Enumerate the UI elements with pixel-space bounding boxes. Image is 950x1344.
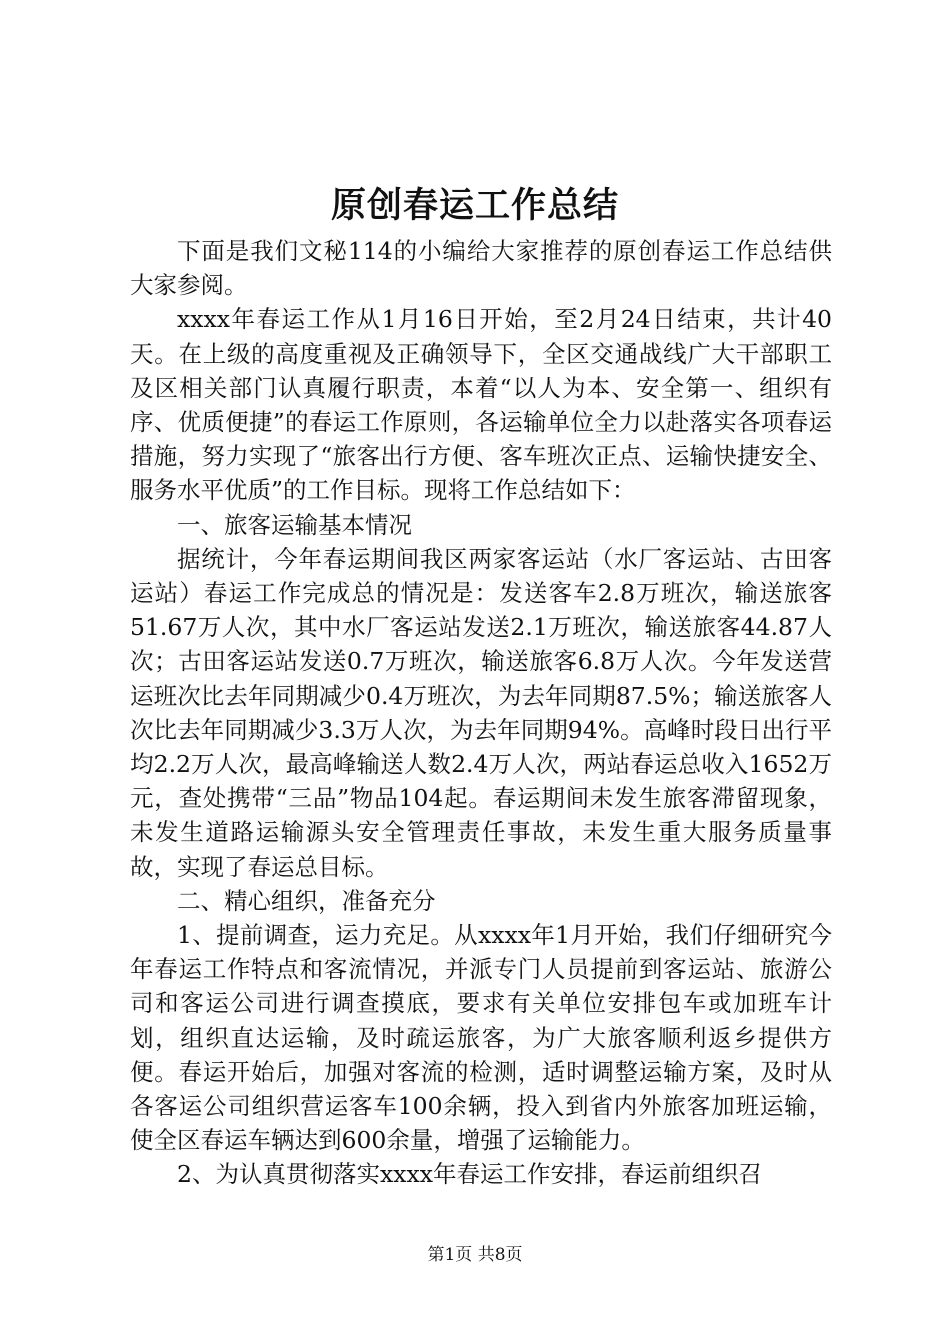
paragraph-overview: xxxx年春运工作从1月16日开始，至2月24日结束，共计40天。在上级的高度重视及正确领导下，全区交通战线广大干部职工及区相关部门认真履行职责，本着“以人为本、安全第一、组织有序、优质便捷”的春运工作原则，各运输单位全力以赴落实各项春运措施，努力实现了“旅客出行方便、客车班次正点、运输快捷安全、服务水平优质”的工作目标。现将工作总结如下：	[130, 305, 832, 505]
document-body	[130, 234, 832, 1192]
page-footer: 第1页 共8页	[427, 1245, 523, 1265]
paragraph-statistics: 据统计，今年春运期间我区两家客运站（水厂客运站、古田客运站）春运工作完成总的情况是：发送客车2.8万班次，输送旅客51.67万人次，其中水厂客运站发送2.1万班次，输送旅客44.87人次；古田客运站发送0.7万班次，输送旅客6.8万人次。今年发送营运班次比去年同期减少0.4万班次，为去年同期87.5%；输送旅客人次比去年同期减少3.3万人次，为去年同期94%。高峰时段日出行平均2.2万人次，最高峰输送人数2.4万人次，两站春运总收入1652万元，查处携带“三品”物品104起。春运期间未发生旅客滞留现象，未发生道路运输源头安全管理责任事故，未发生重大服务质量事故，实现了春运总目标。	[130, 544, 832, 881]
document-title: 原创春运工作总结	[330, 185, 619, 226]
paragraph-item-2: 2、为认真贯彻落实xxxx年春运工作安排，春运前组织召	[177, 1160, 762, 1189]
paragraph-intro: 下面是我们文秘114的小编给大家推荐的原创春运工作总结供大家参阅。	[130, 237, 832, 300]
section-heading-2: 二、精心组织，准备充分	[177, 886, 436, 915]
section-heading-1: 一、旅客运输基本情况	[177, 510, 412, 539]
paragraph-item-1: 1、提前调查，运力充足。从xxxx年1月开始，我们仔细研究今年春运工作特点和客流情况，并派专门人员提前到客运站、旅游公司和客运公司进行调查摸底，要求有关单位安排包车或加班车计划，组织直达运输，及时疏运旅客，为广大旅客顺利返乡提供方便。春运开始后，加强对客流的检测，适时调整运输方案，及时从各客运公司组织营运客车100余辆，投入到省内外旅客加班运输，使全区春运车辆达到600余量，增强了运输能力。	[130, 921, 832, 1155]
